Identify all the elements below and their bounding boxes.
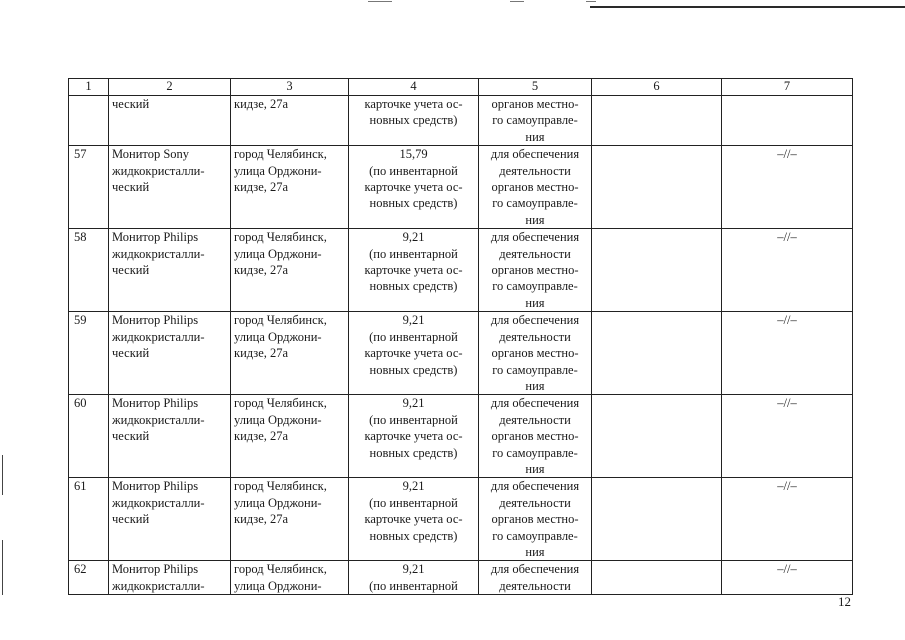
value-cell bbox=[349, 229, 479, 312]
cell-line: 9,21 bbox=[402, 396, 425, 411]
cell-line: го самоуправле- bbox=[492, 362, 578, 377]
purpose-cell bbox=[479, 96, 592, 146]
cell-line: город Челябинск, bbox=[234, 147, 327, 162]
cell-line: деятельности bbox=[499, 246, 571, 261]
cell-line: 15,79 bbox=[399, 147, 428, 162]
cell-line: улица Орджони- bbox=[234, 246, 322, 261]
address-cell bbox=[231, 395, 349, 478]
cell-line: кидзе, 27а bbox=[234, 263, 289, 278]
cell-line: кидзе, 27а bbox=[234, 346, 289, 361]
row-number: 58 bbox=[69, 229, 109, 312]
row-number: 60 bbox=[69, 395, 109, 478]
cell-line: (по инвентарной bbox=[369, 412, 458, 427]
cell-line: жидкокристалли- bbox=[112, 246, 205, 261]
cell-line: жидкокристалли- bbox=[112, 578, 205, 593]
cell-line: город Челябинск, bbox=[234, 479, 327, 494]
cell-line: органов местно- bbox=[491, 512, 579, 527]
cell-line: 9,21 bbox=[402, 562, 425, 577]
cell-line: (по инвентарной bbox=[369, 163, 458, 178]
cell-line: для обеспечения bbox=[490, 230, 580, 245]
purpose-cell bbox=[479, 146, 592, 229]
column-7-cell bbox=[722, 312, 853, 395]
cell-line: для обеспечения bbox=[490, 562, 580, 577]
value-cell bbox=[349, 478, 479, 561]
cell-line: 9,21 bbox=[402, 230, 425, 245]
cell-line: ческий bbox=[112, 180, 150, 195]
cell-line: кидзе, 27а bbox=[234, 512, 289, 527]
cell-line: карточке учета ос- bbox=[364, 180, 463, 195]
cell-line: Монитор Philips bbox=[112, 562, 199, 577]
cell-line: ния bbox=[525, 212, 545, 227]
cell-line: деятельности bbox=[499, 412, 571, 427]
address-cell bbox=[231, 561, 349, 595]
cell-line: го самоуправле- bbox=[492, 196, 578, 211]
cell-line: деятельности bbox=[499, 578, 571, 593]
purpose-cell bbox=[479, 395, 592, 478]
cell-line: карточке учета ос- bbox=[364, 97, 463, 111]
column-header: 2 bbox=[109, 79, 231, 96]
table-row-continuation bbox=[69, 96, 853, 146]
page-number: 12 bbox=[838, 594, 851, 609]
cell-line: новных средств) bbox=[369, 362, 458, 377]
cell-line: (по инвентарной bbox=[369, 329, 458, 344]
cell-line: карточке учета ос- bbox=[364, 429, 463, 444]
cell-line: улица Орджони- bbox=[234, 578, 322, 593]
column-6-cell bbox=[592, 229, 722, 312]
cell-line: жидкокристалли- bbox=[112, 163, 205, 178]
cell-line: для обеспечения bbox=[490, 396, 580, 411]
row-number: 62 bbox=[69, 561, 109, 595]
cell-line: новных средств) bbox=[369, 528, 458, 543]
cell-line: –//– bbox=[777, 479, 797, 494]
value-cell bbox=[349, 146, 479, 229]
row-number-cell bbox=[69, 96, 109, 146]
cell-line: Монитор Philips bbox=[112, 313, 199, 328]
column-header: 6 bbox=[592, 79, 722, 96]
cell-line: город Челябинск, bbox=[234, 562, 327, 577]
cell-line: 9,21 bbox=[402, 479, 425, 494]
column-7-cell bbox=[722, 478, 853, 561]
scan-artifact bbox=[586, 1, 596, 2]
item-name-cell bbox=[109, 96, 231, 146]
item-name-cell bbox=[109, 146, 231, 229]
cell-line: го самоуправле- bbox=[492, 113, 578, 128]
cell-line: ческий bbox=[112, 97, 150, 111]
column-6-cell bbox=[592, 561, 722, 595]
purpose-cell bbox=[479, 312, 592, 395]
item-name-cell bbox=[109, 229, 231, 312]
table-row bbox=[69, 229, 853, 312]
table-row bbox=[69, 395, 853, 478]
purpose-cell bbox=[479, 561, 592, 595]
address-cell bbox=[231, 146, 349, 229]
column-6-cell bbox=[592, 312, 722, 395]
cell-line: город Челябинск, bbox=[234, 396, 327, 411]
cell-line: кидзе, 27а bbox=[234, 429, 289, 444]
column-6-cell bbox=[592, 395, 722, 478]
cell-line: улица Орджони- bbox=[234, 495, 322, 510]
cell-line: ческий bbox=[112, 429, 150, 444]
cell-line: улица Орджони- bbox=[234, 163, 322, 178]
cell-line: ческий bbox=[112, 512, 150, 527]
column-7-cell bbox=[722, 146, 853, 229]
item-name-cell bbox=[109, 478, 231, 561]
purpose-cell bbox=[479, 229, 592, 312]
address-cell bbox=[231, 96, 349, 146]
column-6-cell bbox=[592, 146, 722, 229]
scan-artifact bbox=[2, 455, 3, 495]
cell-line: деятельности bbox=[499, 163, 571, 178]
inventory-table bbox=[68, 78, 853, 595]
cell-line: органов местно- bbox=[491, 180, 579, 195]
cell-line: –//– bbox=[777, 147, 797, 162]
table-row bbox=[69, 146, 853, 229]
table-header-row bbox=[69, 79, 853, 96]
cell-line: –//– bbox=[777, 396, 797, 411]
cell-line: ния bbox=[525, 129, 545, 144]
cell-line: го самоуправле- bbox=[492, 528, 578, 543]
cell-line: кидзе, 27а bbox=[234, 97, 289, 111]
column-header: 7 bbox=[722, 79, 853, 96]
column-6-cell bbox=[592, 478, 722, 561]
cell-line: жидкокристалли- bbox=[112, 412, 205, 427]
scan-artifact bbox=[510, 1, 524, 2]
column-header: 3 bbox=[231, 79, 349, 96]
cell-line: органов местно- bbox=[491, 263, 579, 278]
cell-line: улица Орджони- bbox=[234, 329, 322, 344]
cell-line: го самоуправле- bbox=[492, 445, 578, 460]
cell-line: для обеспечения bbox=[490, 147, 580, 162]
cell-line: карточке учета ос- bbox=[364, 263, 463, 278]
cell-line: Монитор Sony bbox=[112, 147, 190, 162]
purpose-cell bbox=[479, 478, 592, 561]
cell-line: для обеспечения bbox=[490, 479, 580, 494]
cell-line: карточке учета ос- bbox=[364, 346, 463, 361]
address-cell bbox=[231, 478, 349, 561]
cell-line: новных средств) bbox=[369, 113, 458, 128]
cell-line: новных средств) bbox=[369, 279, 458, 294]
cell-line: для обеспечения bbox=[490, 313, 580, 328]
column-header: 1 bbox=[69, 79, 109, 96]
cell-line: город Челябинск, bbox=[234, 313, 327, 328]
cell-line: (по инвентарной bbox=[369, 246, 458, 261]
column-7-cell bbox=[722, 395, 853, 478]
item-name-cell bbox=[109, 395, 231, 478]
cell-line: го самоуправле- bbox=[492, 279, 578, 294]
cell-line: жидкокристалли- bbox=[112, 495, 205, 510]
cell-line: ния bbox=[525, 378, 545, 393]
scan-artifact bbox=[2, 540, 3, 595]
cell-line: ческий bbox=[112, 263, 150, 278]
cell-line: кидзе, 27а bbox=[234, 180, 289, 195]
cell-line: ния bbox=[525, 544, 545, 559]
cell-line: органов местно- bbox=[491, 429, 579, 444]
cell-line: деятельности bbox=[499, 329, 571, 344]
cell-line: –//– bbox=[777, 313, 797, 328]
cell-line: деятельности bbox=[499, 495, 571, 510]
cell-line: –//– bbox=[777, 562, 797, 577]
cell-line: ния bbox=[525, 295, 545, 310]
table-row bbox=[69, 561, 853, 595]
column-6-cell bbox=[592, 96, 722, 146]
address-cell bbox=[231, 312, 349, 395]
value-cell bbox=[349, 395, 479, 478]
cell-line: органов местно- bbox=[491, 346, 579, 361]
column-header: 5 bbox=[479, 79, 592, 96]
value-cell bbox=[349, 561, 479, 595]
address-cell bbox=[231, 229, 349, 312]
cell-line: 9,21 bbox=[402, 313, 425, 328]
column-header: 4 bbox=[349, 79, 479, 96]
value-cell bbox=[349, 96, 479, 146]
cell-line: улица Орджони- bbox=[234, 412, 322, 427]
cell-line: новных средств) bbox=[369, 196, 458, 211]
scan-artifact bbox=[368, 1, 392, 2]
scan-edge-line bbox=[590, 6, 905, 8]
cell-line: Монитор Philips bbox=[112, 230, 199, 245]
cell-line: ния bbox=[525, 461, 545, 476]
table-row bbox=[69, 478, 853, 561]
cell-line: Монитор Philips bbox=[112, 396, 199, 411]
cell-line: новных средств) bbox=[369, 445, 458, 460]
column-7-cell bbox=[722, 229, 853, 312]
item-name-cell bbox=[109, 312, 231, 395]
cell-line: город Челябинск, bbox=[234, 230, 327, 245]
table-row bbox=[69, 312, 853, 395]
column-7-cell bbox=[722, 561, 853, 595]
value-cell bbox=[349, 312, 479, 395]
item-name-cell bbox=[109, 561, 231, 595]
cell-line: Монитор Philips bbox=[112, 479, 199, 494]
row-number: 59 bbox=[69, 312, 109, 395]
row-number: 61 bbox=[69, 478, 109, 561]
cell-line: (по инвентарной bbox=[369, 495, 458, 510]
column-7-cell bbox=[722, 96, 853, 146]
cell-line: ческий bbox=[112, 346, 150, 361]
cell-line: карточке учета ос- bbox=[364, 512, 463, 527]
cell-line: жидкокристалли- bbox=[112, 329, 205, 344]
cell-line: органов местно- bbox=[491, 97, 579, 111]
row-number: 57 bbox=[69, 146, 109, 229]
cell-line: –//– bbox=[777, 230, 797, 245]
cell-line: (по инвентарной bbox=[369, 578, 458, 593]
